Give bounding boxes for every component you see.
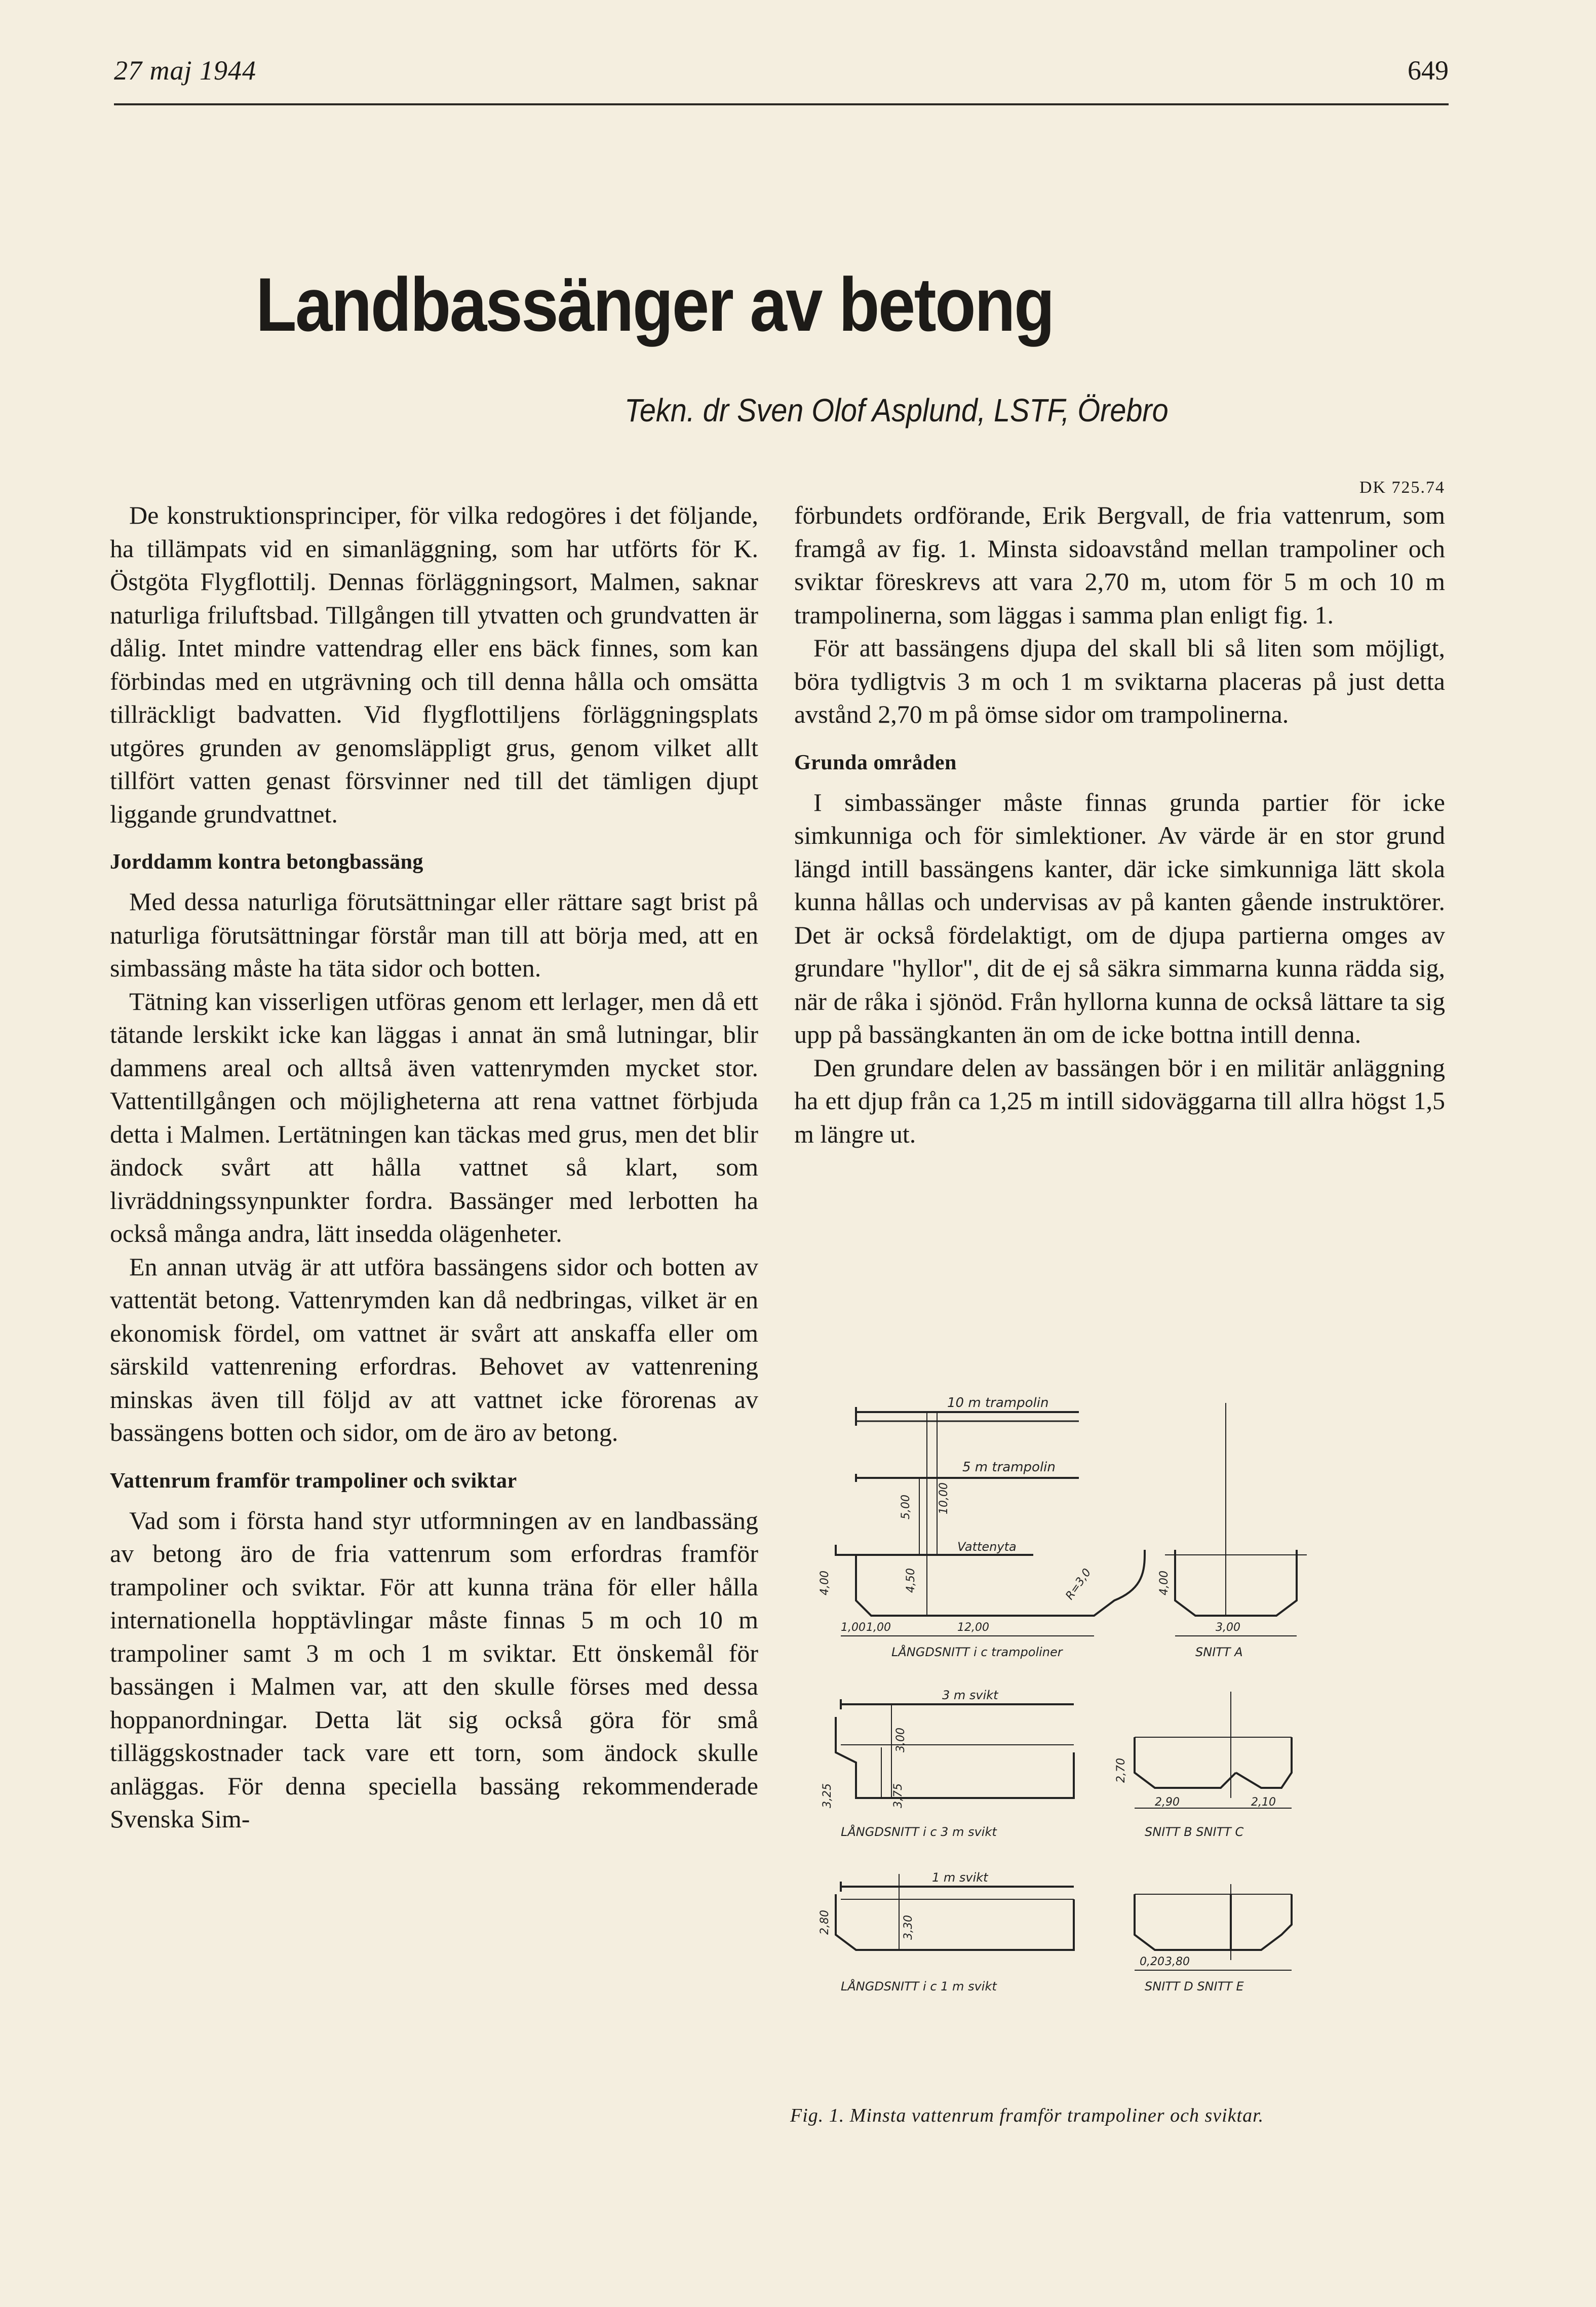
paragraph: Den grundare delen av bassängen bör i en militär anläggning ha ett djup från ca 1,25 m intill sidoväggarna till allra högst 1,5 m längre ut. bbox=[794, 1053, 1445, 1148]
dk-classification: DK 725.74 bbox=[1359, 478, 1445, 497]
article-author: Tekn. dr Sven Olof Asplund, LSTF, Örebro bbox=[625, 392, 1169, 428]
page-header bbox=[114, 55, 1449, 105]
dim-3-30: 3,30 bbox=[902, 1915, 915, 1940]
dim-2-90: 2,90 bbox=[1155, 1796, 1180, 1809]
dim-3-80: 3,80 bbox=[1165, 1956, 1190, 1968]
dim-1-00-a: 1,00 bbox=[841, 1621, 866, 1634]
label-svikt1: 1 m svikt bbox=[932, 1870, 988, 1885]
section-heading: Jorddamm kontra betongbassäng bbox=[110, 850, 423, 874]
pool-long-section-3 bbox=[836, 1894, 1074, 1950]
cross-section-a bbox=[1175, 1550, 1297, 1616]
pool-long-section-2 bbox=[836, 1717, 1074, 1798]
left-column bbox=[110, 499, 758, 1836]
cross-section-b bbox=[1135, 1737, 1236, 1788]
dim-2-70-b: 2,70 bbox=[1115, 1758, 1127, 1783]
dim-r-3: R=3,0 bbox=[1063, 1566, 1094, 1602]
pool-sections-drawing bbox=[790, 1362, 1449, 2051]
dim-2-80: 2,80 bbox=[819, 1910, 831, 1935]
cross-section-e bbox=[1231, 1894, 1292, 1950]
section-heading: Vattenrum framför trampoliner och sviktar bbox=[110, 1469, 517, 1493]
paragraph: Tätning kan visserligen utföras genom ett lerlager, men då ett tätande lerskikt icke kan läggas i annat än små lutningar, blir dammens areal och alltså även vattenrymden mycket stor. Vattentillgången och möjligheterna att rena vattnet förbjuda detta i Malmen. Lertätningen kan täckas med grus, men det blir ändock svårt att hålla vattnet så klart, som livräddningssynpunkter fordra. Bassänger med lerbotten ha också många andra, lätt insedda olägenheter. bbox=[110, 987, 758, 1247]
figure-1-diagram bbox=[790, 1362, 1449, 2051]
dim-2-10: 2,10 bbox=[1251, 1796, 1276, 1809]
label-snitt-bc: SNITT B SNITT C bbox=[1145, 1825, 1244, 1839]
dim-4-00-right: 4,00 bbox=[1158, 1571, 1171, 1595]
dim-3-00-b: 3,00 bbox=[894, 1728, 907, 1752]
dim-3-00-a: 3,00 bbox=[1216, 1621, 1240, 1634]
paragraph: förbundets ordförande, Erik Bergvall, de fria vattenrum, som framgå av fig. 1. Minsta sidoavstånd mellan trampoliner och sviktar föreskrevs att vara 2,70 m, utom för 5 m och 10 m trampolinerna, som läggas i samma plan enligt fig. 1. bbox=[794, 501, 1445, 629]
figure-caption: Fig. 1. Minsta vattenrum framför trampoliner och sviktar. bbox=[790, 2105, 1264, 2126]
dim-4-00-left: 4,00 bbox=[819, 1571, 831, 1595]
label-tramp10: 10 m trampolin bbox=[947, 1395, 1049, 1411]
dim-12-00: 12,00 bbox=[957, 1621, 989, 1634]
paragraph: Med dessa naturliga förutsättningar eller rättare sagt brist på naturliga förutsättningar förstår man till att börja med, att en simbassäng måste ha täta sidor och botten. bbox=[110, 887, 758, 982]
article-title: Landbassänger av betong bbox=[256, 262, 1054, 347]
section-heading: Grunda områden bbox=[794, 751, 957, 774]
dim-5-00: 5,00 bbox=[900, 1495, 912, 1519]
paragraph: En annan utväg är att utföra bassängens sidor och botten av vattentät betong. Vattenrymden kan då nedbringas, vilket är en ekonomisk fördel, om vattnet är svårt att anskaffa eller om särskild vattenrening erfordras. Behovet av vattenrening minskas även till följd av att vattnet icke förorenas av bassängens botten och sidor, om de äro av betong. bbox=[110, 1252, 758, 1446]
page-number: 649 bbox=[1408, 55, 1449, 86]
paragraph: Vad som i första hand styr utformningen av en landbassäng av betong äro de fria vattenrum som erfordras framför trampoliner och sviktar. För att kunna träna för eller hålla internationella hopptävlingar måste finnas 5 m och 10 m trampoliner samt 3 m och 1 m sviktar. Ett önskemål för bassängen i Malmen var, att den skulle förses med dessa hoppanordningar. Detta lät sig också göra för små tilläggskostnader tack vare ett torn, som ändock skulle anläggas. För denna speciella bassäng rekommenderade Svenska Sim- bbox=[110, 1506, 758, 1833]
paragraph: De konstruktionsprinciper, för vilka redogöres i det följande, ha tillämpats vid en simanläggning, som har utförts för K. Östgöta Flygflottilj. Dennas förläggningsort, Malmen, saknar naturliga friluftsbad. Tillgången till ytvatten och grundvatten är dålig. Intet mindre vattendrag eller ens bäck finnes, som kan förbindas med en utgrävning och till denna hålla och omsätta tillräckligt badvatten. Vid flygflottiljens förläggningsplats utgöres grunden av genomsläppligt grus, genom vilket allt tillfört vatten genast försvinner ned till det tämligen djupt liggande grundvattnet. bbox=[110, 501, 758, 828]
cross-section-c bbox=[1236, 1737, 1292, 1788]
dim-1-00-b: 1,00 bbox=[866, 1621, 891, 1634]
dim-3-25: 3,25 bbox=[821, 1783, 834, 1808]
label-section-3: LÅNGDSNITT i c 1 m svikt bbox=[841, 1979, 997, 1993]
issue-date: 27 maj 1944 bbox=[114, 55, 256, 86]
dim-3-75: 3,75 bbox=[892, 1783, 905, 1808]
paragraph: I simbassänger måste finnas grunda partier för icke simkunniga och för simlektioner. Av värde är en stor grund längd intill bassängens kanter, där icke simkunniga lätt skola kunna hållas och undervisas av på kanten gående instruktörer. Det är också fördelaktigt, om de djupa partierna omges av grundare "hyllor", dit de ej så säkra simmarna kunna rädda sig, när de råka i sjönöd. Från hyllorna kunna de också lättare ta sig upp på bassängkanten än om de icke bottna intill denna. bbox=[794, 788, 1445, 1048]
label-snitt-a: SNITT A bbox=[1195, 1645, 1243, 1659]
paragraph: För att bassängens djupa del skall bli så liten som möjligt, böra tydligtvis 3 m och 1 m sviktarna placeras på just detta avstånd 2,70 m på ömse sidor om trampolinerna. bbox=[794, 634, 1445, 728]
right-column bbox=[794, 478, 1445, 1151]
label-section-1: LÅNGDSNITT i c trampoliner bbox=[891, 1645, 1063, 1659]
label-tramp5: 5 m trampolin bbox=[962, 1460, 1056, 1475]
label-section-2: LÅNGDSNITT i c 3 m svikt bbox=[841, 1825, 997, 1839]
cross-section-d bbox=[1135, 1894, 1231, 1950]
dim-0-20: 0,20 bbox=[1140, 1956, 1164, 1968]
label-snitt-de: SNITT D SNITT E bbox=[1145, 1979, 1244, 1993]
label-svikt3: 3 m svikt bbox=[942, 1688, 998, 1702]
label-vattenyta: Vattenyta bbox=[957, 1540, 1017, 1554]
dim-4-50: 4,50 bbox=[905, 1568, 917, 1593]
dim-10-00: 10,00 bbox=[938, 1482, 950, 1514]
